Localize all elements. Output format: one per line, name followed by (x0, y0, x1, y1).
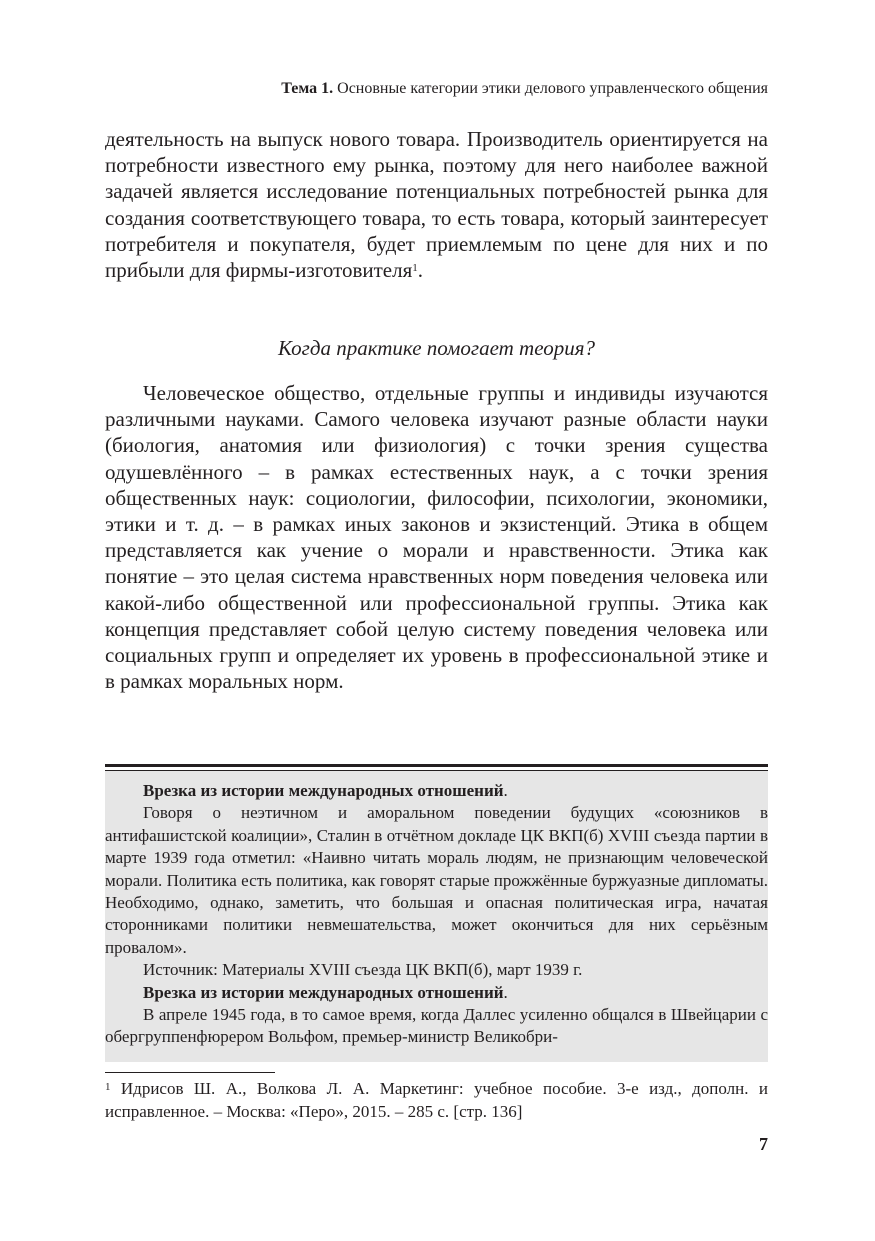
topic-label: Тема 1. (281, 80, 334, 97)
section-paragraph: Человеческое общество, отдельные группы и индивиды изучаются различными науками. Самого человека изучают разные области науки (биология, анатомия или физиология) с точки зрения существа одушевлённого – в рамках естественных наук, а с точки зрения общественных наук: социологии, философии, психологии, экономики, этики и т. д. – в рамках иных законов и экзистенций. Этика в общем представляется как учение о морали и нравственности. Этика как понятие – это целая система нравственных норм поведения человека или какой-либо общественной или профессиональной группы. Этика как концепция представляет собой целую систему поведения человека или социальных групп и определяет их уровень в профессиональной этике и в рамках моральных норм. (105, 381, 768, 694)
footnote (105, 1078, 768, 1123)
footnote-mark: 1 (105, 1081, 111, 1093)
section-body (105, 380, 768, 694)
page-number: 7 (759, 1134, 768, 1154)
insert-title-1: Врезка из истории международных отношений (143, 781, 504, 800)
section-heading: Когда практике помогает теория? (277, 336, 596, 360)
intro-paragraph (105, 126, 768, 283)
insert-title-1-end: . (503, 781, 508, 800)
intro-end: . (417, 258, 424, 283)
intro-text: деятельность на выпуск нового товара. Производитель ориентируется на потребности известного ему рынка, поэтому для него наиболее важной задачей является исследование потенциальных потребностей рынка для создания соответствующего товара, то есть товара, который заинтересует потребителя и покупателя, будет приемлемым по цене для них и по прибыли для фирмы-изготовителя (105, 127, 768, 283)
insert-title-2-end: . (503, 982, 508, 1002)
history-insert-box (105, 764, 768, 1062)
insert-title-2: Врезка из истории международных отношений (143, 982, 504, 1002)
footnote-reference[interactable]: 1 (412, 262, 418, 275)
insert-source: Источник: Материалы XVIII съезда ЦК ВКП(б), март 1939 г. (143, 960, 583, 980)
insert-quote: Говоря о неэтичном и аморальном поведении будущих «союзников в антифашистской коалиции», Сталин в отчётном докладе ЦК ВКП(б) XVIII съезда партии в марте 1939 года отметил: «Наивно читать мораль людям, не признающим человеческой морали. Политика есть политика, как говорят старые прожжённые буржуазные дипломаты. Необходимо, однако, заметить, что большая и опасная политическая игра, начатая сторонниками политики невмешательства, может окончиться для них серьёзным провалом». (105, 803, 768, 957)
insert-text-2: В апреле 1945 года, в то самое время, когда Даллес усиленно общался в Швейцарии с обергруппенфюрером Вольфом, премьер-министр Великобри- (105, 1005, 768, 1047)
box-content (105, 780, 768, 1049)
footnote-divider (105, 1072, 275, 1073)
topic-title: Основные категории этики делового управленческого общения (333, 80, 768, 97)
running-header (105, 80, 768, 98)
footnote-text: Идрисов Ш. А., Волкова Л. А. Маркетинг: учебное пособие. 3-е изд., дополн. и исправленное. – Москва: «Перо», 2015. – 285 с. [стр. 136] (105, 1079, 768, 1121)
box-top-rule (105, 764, 768, 771)
